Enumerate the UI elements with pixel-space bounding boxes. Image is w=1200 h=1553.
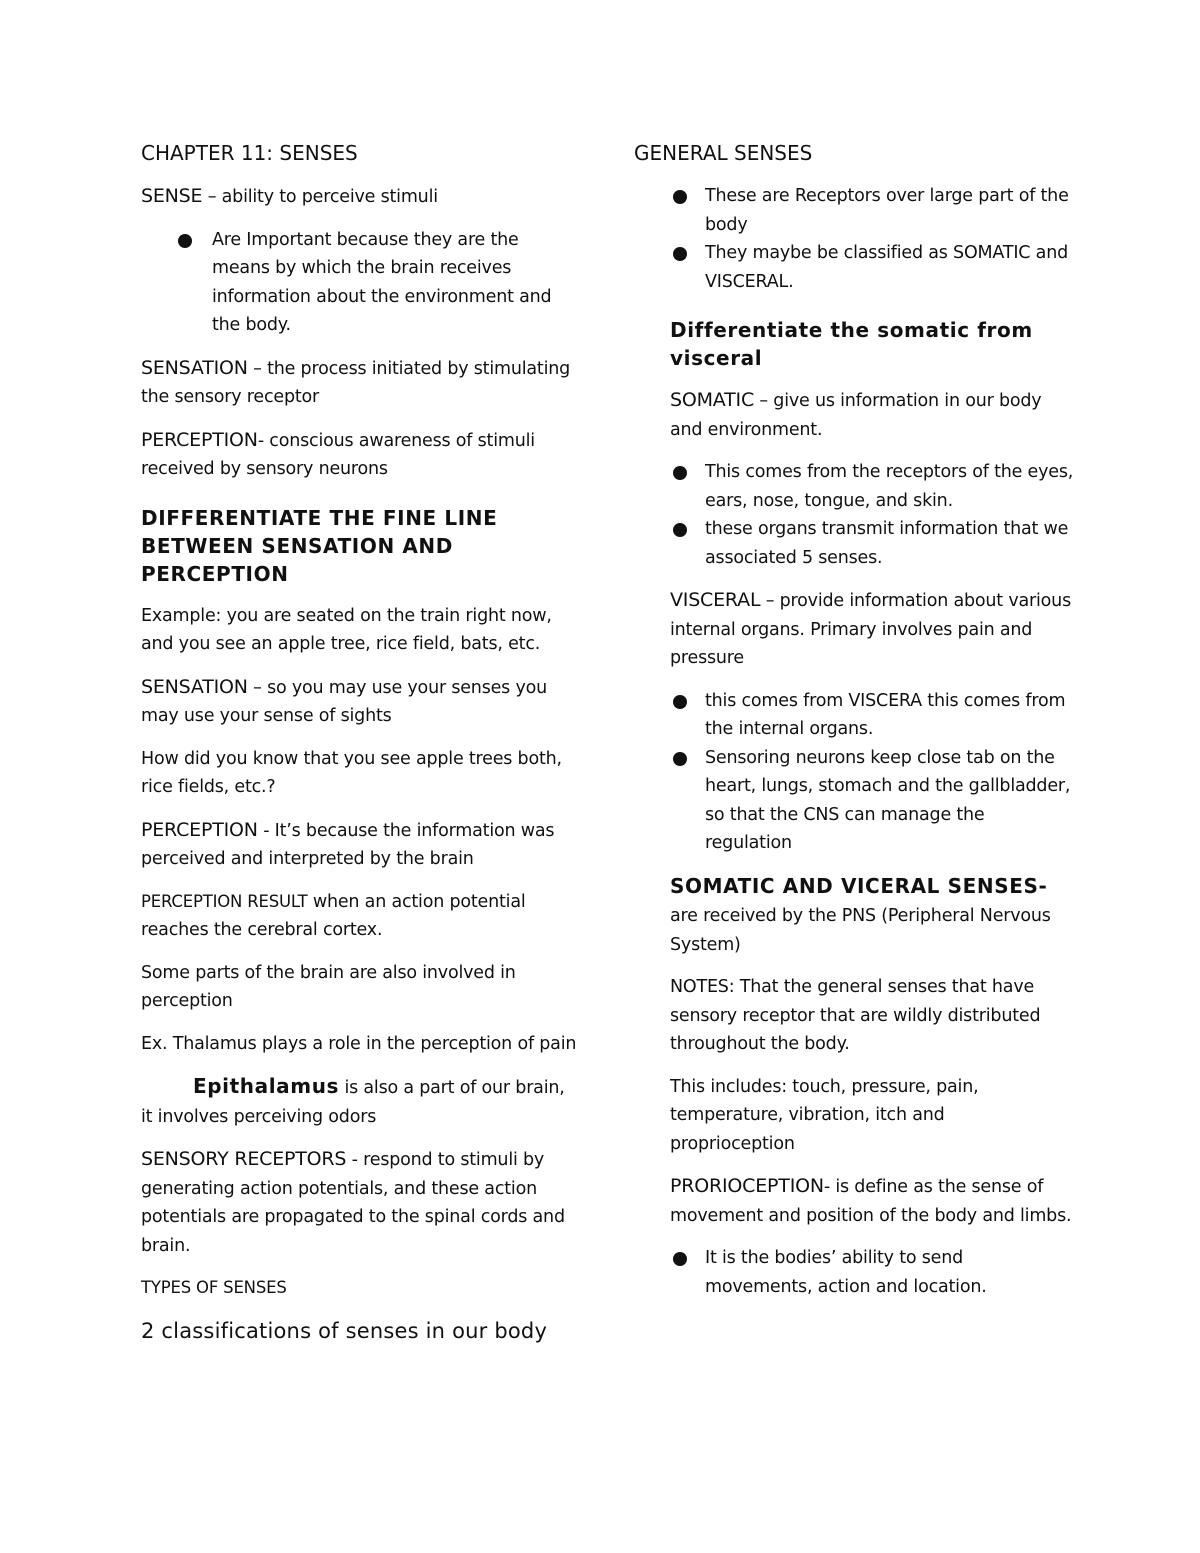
bullet-icon xyxy=(673,695,687,709)
differentiate-heading: DIFFERENTIATE THE FINE LINE BETWEEN SENSATION AND PERCEPTION xyxy=(141,505,498,586)
epithalamus-def: is also a part of our brain, it involves perceiving odors xyxy=(141,1078,565,1127)
visceral-bullet-list xyxy=(634,687,1074,858)
perception-result-paragraph xyxy=(141,888,581,945)
bullet-icon xyxy=(673,523,687,537)
perception-definition xyxy=(141,426,581,484)
bullet-icon xyxy=(673,466,687,480)
somatic-visceral-heading: SOMATIC AND VICERAL SENSES- xyxy=(670,873,1048,898)
prorioception-bullet-list xyxy=(634,1244,1074,1301)
list-item-text: these organs transmit information that we associated 5 senses. xyxy=(705,519,1069,568)
somatic-term: SOMATIC xyxy=(670,389,755,411)
visceral-definition xyxy=(634,586,1074,673)
example-paragraph: Example: you are seated on the train right now, and you see an apple tree, rice field, bats, etc. xyxy=(141,605,552,654)
perception-example-def: - It’s because the information was perceived and interpreted by the brain xyxy=(141,820,555,869)
thalamus-paragraph: Ex. Thalamus plays a role in the perception of pain xyxy=(141,1033,577,1054)
bullet-icon xyxy=(673,1252,687,1266)
right-column xyxy=(634,138,1074,1315)
perception-result-def: when an action potential reaches the cerebral cortex. xyxy=(141,891,526,940)
list-item xyxy=(634,1244,1074,1301)
sense-definition xyxy=(141,182,581,212)
perception-term: PERCEPTION xyxy=(141,428,258,451)
sense-bullet-list xyxy=(141,226,581,340)
list-item-text: They maybe be classified as SOMATIC and VISCERAL. xyxy=(705,243,1068,292)
notes-paragraph: NOTES: That the general senses that have sensory receptor that are wildly distributed throughout the body. xyxy=(670,977,1041,1054)
classifications-line: 2 classifications of senses in our body xyxy=(141,1318,548,1343)
prorioception-definition xyxy=(634,1172,1074,1230)
somatic-visceral-paragraph xyxy=(634,872,1074,960)
list-item xyxy=(634,239,1074,296)
epithalamus-paragraph xyxy=(141,1072,581,1131)
sensation-def: – the process initiated by stimulating the sensory receptor xyxy=(141,358,571,407)
sensory-receptors-term: SENSORY RECEPTORS xyxy=(141,1148,347,1170)
somatic-definition xyxy=(634,386,1074,444)
sense-def: – ability to perceive stimuli xyxy=(202,187,438,207)
general-senses-title: GENERAL SENSES xyxy=(634,141,813,165)
list-item-text: This comes from the receptors of the eyes, ears, nose, tongue, and skin. xyxy=(705,462,1074,511)
includes-paragraph: This includes: touch, pressure, pain, temperature, vibration, itch and proprioception xyxy=(670,1076,979,1154)
sensory-receptors-paragraph xyxy=(141,1145,581,1260)
list-item xyxy=(141,226,581,340)
perception-example xyxy=(141,816,581,874)
prorioception-def: - is define as the sense of movement and position of the body and limbs. xyxy=(670,1177,1072,1226)
list-item-text: It is the bodies’ ability to send movements, action and location. xyxy=(705,1248,987,1297)
list-item xyxy=(634,182,1074,239)
perception-result-term: PERCEPTION RESULT xyxy=(141,891,308,911)
sensation-definition xyxy=(141,354,581,412)
list-item xyxy=(634,687,1074,744)
list-item-text: Are Important because they are the means by which the brain receives information about the environment and the body. xyxy=(212,229,552,335)
left-column xyxy=(141,138,581,1359)
list-item xyxy=(634,744,1074,858)
visceral-def: – provide information about various internal organs. Primary involves pain and pressure xyxy=(670,591,1071,668)
question-paragraph: How did you know that you see apple trees both, rice fields, etc.? xyxy=(141,748,562,797)
list-item xyxy=(634,515,1074,572)
visceral-term: VISCERAL xyxy=(670,589,761,611)
somatic-def: – give us information in our body and environment. xyxy=(670,391,1042,440)
list-item xyxy=(634,458,1074,515)
sensation-term: SENSATION xyxy=(141,675,248,698)
sense-term: SENSE xyxy=(141,185,203,207)
bullet-icon xyxy=(673,190,687,204)
list-item-text: These are Receptors over large part of the body xyxy=(705,186,1069,235)
bullet-icon xyxy=(673,247,687,261)
bullet-icon xyxy=(178,234,192,248)
list-item-text: this comes from VISCERA this comes from the internal organs. xyxy=(705,690,1066,739)
sensory-receptors-def: - respond to stimuli by generating action potentials, and these action potentials are propagated to the spinal cords and brain. xyxy=(141,1150,565,1256)
bullet-icon xyxy=(673,752,687,766)
list-item-text: Sensoring neurons keep close tab on the heart, lungs, stomach and the gallbladder, so that the CNS can manage the regulation xyxy=(705,747,1071,853)
somatic-bullet-list xyxy=(634,458,1074,572)
chapter-title: CHAPTER 11: SENSES xyxy=(141,141,358,165)
perception-term: PERCEPTION xyxy=(141,818,258,841)
general-bullet-list xyxy=(634,182,1074,296)
somatic-visceral-def: are received by the PNS (Peripheral Nervous System) xyxy=(670,906,1051,955)
perception-def: - conscious awareness of stimuli received by sensory neurons xyxy=(141,430,535,479)
sensation-example-def: – so you may use your senses you may use your sense of sights xyxy=(141,677,548,726)
sensation-example xyxy=(141,673,581,731)
sensation-term: SENSATION xyxy=(141,356,248,379)
epithalamus-term: Epithalamus xyxy=(193,1074,340,1098)
brain-parts-paragraph: Some parts of the brain are also involved in perception xyxy=(141,962,516,1011)
types-of-senses: TYPES OF SENSES xyxy=(141,1278,287,1297)
differentiate-somatic-heading: Differentiate the somatic from visceral xyxy=(670,318,1033,370)
prorioception-term: PRORIOCEPTION xyxy=(670,1175,824,1197)
